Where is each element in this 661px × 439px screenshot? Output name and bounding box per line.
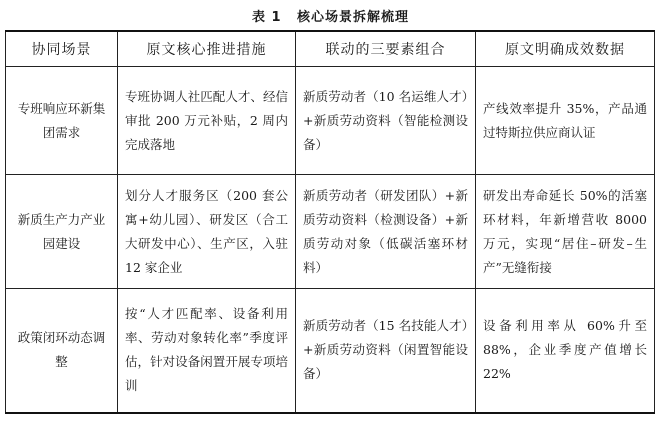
cell-measures: 划分人才服务区（200 套公寓+幼儿园）、研发区（合工大研发中心）、生产区，入驻 12 家企业 bbox=[118, 175, 296, 289]
table-caption bbox=[0, 6, 661, 25]
cell-elements: 新质劳动者（10 名运维人才）+新质劳动资料（智能检测设备） bbox=[296, 67, 476, 175]
cell-results: 设备利用率从 60%升至 88%，企业季度产值增长 22% bbox=[476, 289, 655, 413]
table-header-row bbox=[6, 31, 655, 67]
table-row bbox=[6, 67, 655, 175]
cell-scene: 政策闭环动态调整 bbox=[6, 289, 118, 413]
cell-elements: 新质劳动者（15 名技能人才）+新质劳动资料（闲置智能设备） bbox=[296, 289, 476, 413]
cell-results: 研发出寿命延长 50%的活塞环材料，年新增营收 8000 万元，实现“居住–研发–生产”无缝衔接 bbox=[476, 175, 655, 289]
cell-scene: 新质生产力产业园建设 bbox=[6, 175, 118, 289]
cell-elements: 新质劳动者（研发团队）+新质劳动资料（检测设备）+新质劳动对象（低碳活塞环材料） bbox=[296, 175, 476, 289]
scenario-table bbox=[5, 30, 655, 414]
table-row bbox=[6, 289, 655, 413]
cell-scene: 专班响应环新集团需求 bbox=[6, 67, 118, 175]
table-title: 核心场景拆解梳理 bbox=[297, 10, 410, 25]
table-row bbox=[6, 175, 655, 289]
header-results: 原文明确成效数据 bbox=[476, 31, 655, 67]
header-scene: 协同场景 bbox=[6, 31, 118, 67]
cell-measures: 按“人才匹配率、设备利用率、劳动对象转化率”季度评估，针对设备闲置开展专项培训 bbox=[118, 289, 296, 413]
cell-measures: 专班协调人社匹配人才、经信审批 200 万元补贴，2 周内完成落地 bbox=[118, 67, 296, 175]
cell-results: 产线效率提升 35%，产品通过特斯拉供应商认证 bbox=[476, 67, 655, 175]
header-measures: 原文核心推进措施 bbox=[118, 31, 296, 67]
table-number: 表 1 bbox=[251, 10, 282, 25]
header-elements: 联动的三要素组合 bbox=[296, 31, 476, 67]
